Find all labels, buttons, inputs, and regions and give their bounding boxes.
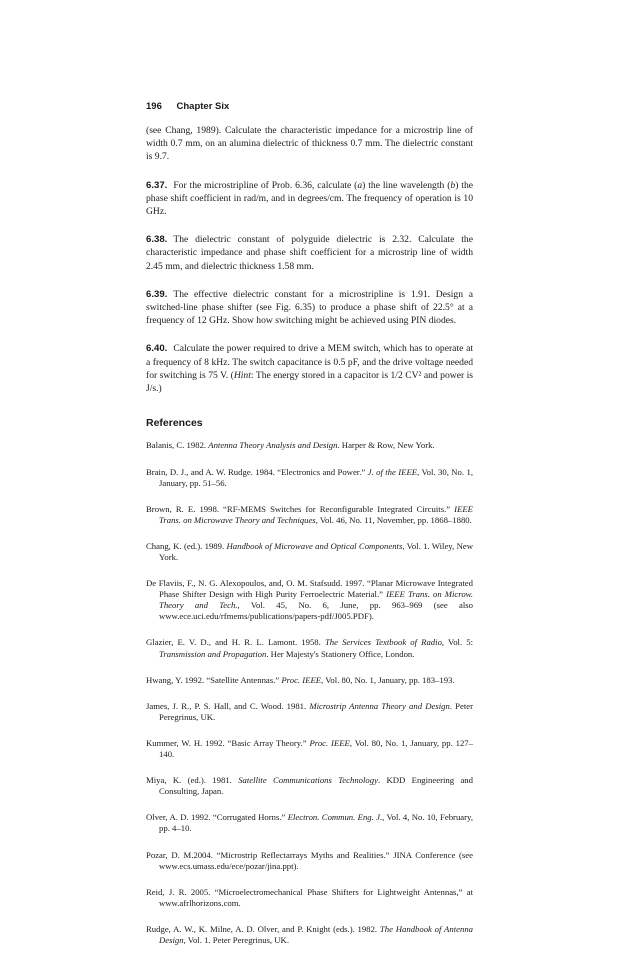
text-segment: , Vol. 30, No. 1, January, pp. 51–56. <box>159 466 473 488</box>
reference-entry <box>146 440 473 451</box>
page-number: 196 <box>146 101 162 112</box>
italic-text: Microstrip Antenna Theory and Design <box>309 700 450 711</box>
reference-entry <box>146 850 473 872</box>
problem-text: The dielectric constant of polyguide dielectric is 2.32. Calculate the characteristic impedance and phase shift coefficient for a microstrip line of width 2.45 mm, and dielectric thickness 1.58 mm. <box>146 234 473 272</box>
text-segment: ) the phase shift coefficient in rad/m, and in degrees/cm. The frequency of operation is 10 GHz. <box>146 179 473 218</box>
italic-text: Electron. Commun. Eng. J. <box>287 812 383 823</box>
text-segment: Chang, K. (ed.). 1989. <box>146 540 227 551</box>
text-segment: , Vol. 1. Peter Peregrinus, UK. <box>183 934 289 945</box>
problem-paragraph <box>146 342 473 395</box>
text-segment: Hwang, Y. 1992. “Satellite Antennas.” <box>146 674 282 685</box>
text-segment: Glazier, E. V. D., and H. R. L. Lamont. 1958. <box>146 637 325 648</box>
italic-text: Handbook of Microwave and Optical Components <box>226 540 403 551</box>
problem-paragraph <box>146 288 473 328</box>
problem-number: 6.38. <box>146 234 168 246</box>
italic-text: Proc. IEEE <box>281 674 322 685</box>
italic-text: Hint <box>233 369 251 381</box>
reference-entry <box>146 701 473 723</box>
running-header <box>146 101 229 112</box>
problem-text: (see Chang, 1989). Calculate the characteristic impedance for a microstrip line of width 0.7 mm, on an alumina dielectric of thickness 0.7 mm. The dielectric constant is 9.7. <box>146 125 473 163</box>
text-segment: Calculate the power required to drive a MEM switch, which has to operate at a frequency of 8 kHz. The switch capacitance is 0.5 pF, and the drive voltage needed for switching is 75 V. ( <box>146 343 473 381</box>
italic-text: Satellite Communications Technology <box>238 775 378 786</box>
reference-entry <box>146 775 473 797</box>
text-segment: Pozar, D. M.2004. “Microstrip Reflectarrays Myths and Realities.” JINA Conference (see www.ecs.umass.edu/ece/pozar/jina.ppt). <box>146 849 473 871</box>
text-segment: Reid, J. R. 2005. “Microelectromechanical Phase Shifters for Lightweight Antennas,” at www.afrlhorizons.com. <box>146 886 473 908</box>
text-segment: ) the line wavelength ( <box>362 179 451 191</box>
reference-entry <box>146 924 473 946</box>
text-segment: Olver, A. D. 1992. “Corrugated Horns.” <box>146 812 288 823</box>
text-segment: De Flaviis, F., N. G. Alexopoulos, and, O. M. Stafsudd. 1997. “Planar Microwave Integrated Phase Shifter Design with High Purity Ferroelectric Material.” <box>146 578 473 600</box>
problem-number: 6.37. <box>146 179 168 191</box>
references-heading: References <box>146 417 203 430</box>
italic-text: IEEE Trans. on Microw. Theory and Tech. <box>159 589 474 611</box>
reference-entry <box>146 812 473 834</box>
reference-entry <box>146 541 473 563</box>
text-segment: , Vol. 5: <box>441 637 473 648</box>
italic-text: a <box>357 179 363 191</box>
text-segment: , Vol. 80, No. 1, January, pp. 127–140. <box>159 737 473 760</box>
italic-text: b <box>450 179 456 191</box>
italic-text: Proc. IEEE <box>309 737 350 748</box>
page-body <box>146 124 473 961</box>
problem-text: The effective dielectric constant for a microstripline is 1.91. Design a switched-line phase shifter (see Fig. 6.35) to produce a phase shift of 22.5° at a frequency of 12 GHz. Show how switching might be achieved using PIN diodes. <box>146 288 473 327</box>
text-segment: Brain, D. J., and A. W. Rudge. 1984. “Electronics and Power.” <box>146 466 368 477</box>
chapter-title: Chapter Six <box>176 101 230 112</box>
reference-entry <box>146 637 473 659</box>
text-segment: Miya, K. (ed.). 1981. <box>146 775 239 786</box>
text-segment: , Vol. 45, No. 6, June, pp. 963–969 (see also www.ece.uci.edu/rfmems/publications/papers-pdf/J005.PDF). <box>159 600 474 622</box>
text-segment: Brown, R. E. 1998. “RF-MEMS Switches for Reconfigurable Integrated Circuits.” <box>146 503 455 514</box>
reference-entry <box>146 504 473 526</box>
references-list <box>146 440 473 946</box>
text-segment: James, J. R., P. S. Hall, and C. Wood. 1981. <box>146 700 310 711</box>
italic-text: J. of the IEEE <box>367 466 418 477</box>
text-segment: Balanis, C. 1982. <box>146 440 209 451</box>
problem-number: 6.40. <box>146 343 168 355</box>
text-segment: : The energy stored in a capacitor is 1/2 CV² and power is J/s.) <box>146 369 473 395</box>
reference-entry <box>146 675 473 686</box>
problem-number: 6.39. <box>146 288 168 300</box>
italic-text: Antenna Theory Analysis and Design <box>208 440 338 451</box>
reference-entry <box>146 887 473 909</box>
text-segment: . Harper & Row, New York. <box>337 440 435 451</box>
italic-text: The Services Textbook of Radio <box>324 637 442 648</box>
reference-entry <box>146 467 473 489</box>
problems-section <box>146 124 473 395</box>
text-segment: , Vol. 1. Wiley, New York. <box>159 540 473 563</box>
reference-entry <box>146 738 473 760</box>
problem-paragraph <box>146 179 473 219</box>
problem-paragraph <box>146 124 473 164</box>
text-segment: , Vol. 80, No. 1, January, pp. 183–193. <box>321 674 455 685</box>
italic-text: The Handbook of Antenna Design <box>159 923 474 945</box>
text-segment: . Peter Peregrinus, UK. <box>159 700 473 722</box>
text-segment: Rudge, A. W., K. Milne, A. D. Olver, and P. Knight (eds.). 1982. <box>146 923 380 934</box>
text-segment: . KDD Engineering and Consulting, Japan. <box>159 775 473 797</box>
italic-text: Transmission and Propagation <box>159 648 267 659</box>
italic-text: IEEE Trans. on Microwave Theory and Techniques <box>159 503 473 525</box>
text-segment: , Vol. 4, No. 10, February, pp. 4–10. <box>159 812 473 834</box>
reference-entry <box>146 578 473 622</box>
text-segment: For the microstripline of Prob. 6.36, calculate ( <box>173 179 358 191</box>
problem-paragraph <box>146 233 473 273</box>
text-segment: , Vol. 46, No. 11, November, pp. 1868–1880. <box>315 514 472 525</box>
text-segment: Kummer, W. H. 1992. “Basic Array Theory.” <box>146 737 310 748</box>
text-segment: . Her Majesty's Stationery Office, London. <box>266 648 415 659</box>
